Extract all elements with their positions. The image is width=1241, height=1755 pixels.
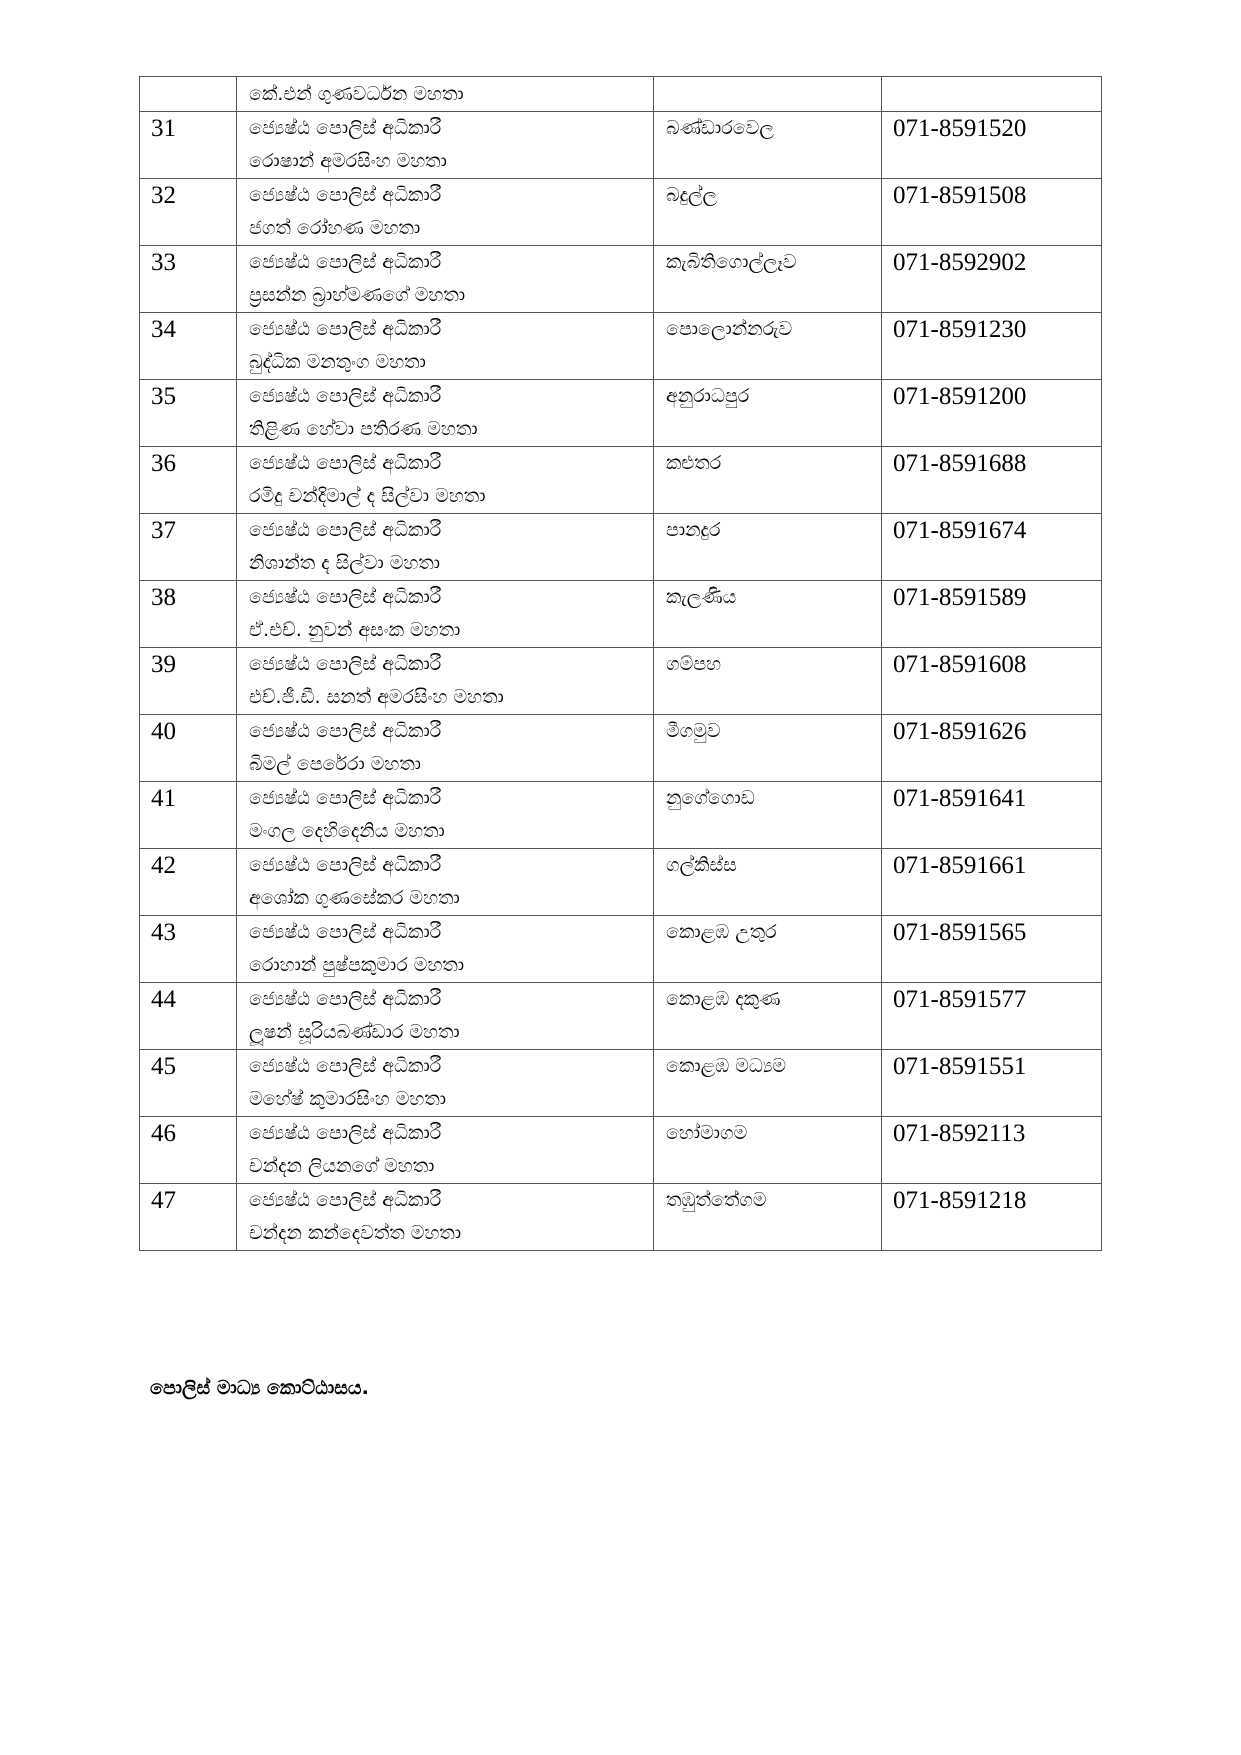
row-number-cell <box>140 581 237 648</box>
row-number: 43 <box>151 919 176 946</box>
row-number-cell <box>140 112 237 179</box>
phone-cell <box>882 380 1102 447</box>
phone-cell <box>882 1050 1102 1117</box>
officer-name: මහේෂ් කුමාරසිංහ මහතා <box>249 1088 447 1110</box>
table-row <box>140 849 1102 916</box>
officer-rank: ජ්‍යෙෂ්ඨ පොලිස් අධිකාරී <box>249 653 442 675</box>
phone-number: 071-8591218 <box>893 1187 1027 1214</box>
phone-number: 071-8591230 <box>893 316 1027 343</box>
station-cell <box>654 916 882 983</box>
officer-name-cell <box>237 849 654 916</box>
officer-rank: ජ්‍යෙෂ්ඨ පොලිස් අධිකාරී <box>249 586 442 608</box>
station-cell <box>654 112 882 179</box>
officer-name: ජගත් රෝහණ මහතා <box>249 217 421 239</box>
officer-rank: ජ්‍යෙෂ්ඨ පොලිස් අධිකාරී <box>249 921 442 943</box>
row-number: 47 <box>151 1187 176 1214</box>
station-name: තඹුත්තේගම <box>666 1189 767 1211</box>
phone-cell <box>882 246 1102 313</box>
row-number-cell <box>140 1184 237 1251</box>
station-name: කැලණිය <box>666 586 737 608</box>
officer-rank: ජ්‍යෙෂ්ඨ පොලිස් අධිකාරී <box>249 385 442 407</box>
phone-number: 071-8591589 <box>893 584 1027 611</box>
officer-name: රොහාන් පුෂ්පකුමාර මහතා <box>249 954 465 976</box>
row-number-cell <box>140 179 237 246</box>
row-number-cell <box>140 246 237 313</box>
station-name: මීගමුව <box>666 720 721 742</box>
row-number-cell <box>140 983 237 1050</box>
officer-name: මංගල දෙහිදෙනිය මහතා <box>249 820 445 842</box>
officer-name-cell <box>237 1050 654 1117</box>
station-name: කොළඹ උතුර <box>666 921 777 943</box>
phone-cell <box>882 1184 1102 1251</box>
table-row <box>140 1184 1102 1251</box>
officer-name-cell <box>237 112 654 179</box>
officer-rank: ජ්‍යෙෂ්ඨ පොලිස් අධිකාරී <box>249 988 442 1010</box>
station-name: කොළඹ දකුණ <box>666 988 781 1010</box>
station-name: ගම්පහ <box>666 653 722 675</box>
station-cell <box>654 313 882 380</box>
station-cell <box>654 1117 882 1184</box>
phone-cell <box>882 447 1102 514</box>
phone-cell <box>882 782 1102 849</box>
officer-name: කේ.එන් ගුණවර්ධන මහතා <box>249 83 464 105</box>
row-number-cell <box>140 648 237 715</box>
station-name: පානදුර <box>666 519 721 541</box>
station-cell <box>654 983 882 1050</box>
row-number: 39 <box>151 651 176 678</box>
station-name: පොලොන්නරුව <box>666 318 793 340</box>
station-cell <box>654 715 882 782</box>
phone-cell <box>882 916 1102 983</box>
officer-name-cell <box>237 380 654 447</box>
row-number-cell <box>140 1050 237 1117</box>
station-name: නුගේගොඩ <box>666 787 755 809</box>
station-cell <box>654 1050 882 1117</box>
officer-name-cell <box>237 77 654 112</box>
station-cell <box>654 782 882 849</box>
row-number: 46 <box>151 1120 176 1147</box>
table-row <box>140 380 1102 447</box>
officer-rank: ජ්‍යෙෂ්ඨ පොලිස් අධිකාරී <box>249 1122 442 1144</box>
row-number: 40 <box>151 718 176 745</box>
row-number: 45 <box>151 1053 176 1080</box>
phone-number: 071-8592113 <box>893 1120 1026 1147</box>
row-number: 32 <box>151 182 176 209</box>
station-cell <box>654 179 882 246</box>
row-number: 41 <box>151 785 176 812</box>
officer-name-cell <box>237 983 654 1050</box>
officer-name: රොෂාන් අමරසිංහ මහතා <box>249 150 447 172</box>
row-number-cell <box>140 1117 237 1184</box>
officer-rank: ජ්‍යෙෂ්ඨ පොලිස් අධිකාරී <box>249 117 442 139</box>
row-number-cell <box>140 447 237 514</box>
station-name: කළුතර <box>666 452 722 474</box>
table-row <box>140 1117 1102 1184</box>
phone-number: 071-8591688 <box>893 450 1027 477</box>
officer-rank: ජ්‍යෙෂ්ඨ පොලිස් අධිකාරී <box>249 184 442 206</box>
phone-number: 071-8591577 <box>893 986 1027 1013</box>
officer-name-cell <box>237 581 654 648</box>
footer-signature: පොලිස් මාධ්‍ය කොට්ඨාසය. <box>150 1377 369 1399</box>
officer-name-cell <box>237 1184 654 1251</box>
officer-name-cell <box>237 179 654 246</box>
station-name: බදුල්ල <box>666 184 718 206</box>
row-number: 37 <box>151 517 176 544</box>
row-number-cell <box>140 916 237 983</box>
phone-cell <box>882 77 1102 112</box>
officer-name: ප්‍රසන්න බ්‍රාහ්මණගේ මහතා <box>249 284 466 306</box>
phone-number: 071-8591508 <box>893 182 1027 209</box>
phone-number: 071-8591565 <box>893 919 1027 946</box>
row-number: 38 <box>151 584 176 611</box>
phone-cell <box>882 581 1102 648</box>
table-row <box>140 179 1102 246</box>
row-number-cell <box>140 77 237 112</box>
station-cell <box>654 380 882 447</box>
officer-rank: ජ්‍යෙෂ්ඨ පොලිස් අධිකාරී <box>249 854 442 876</box>
officer-rank: ජ්‍යෙෂ්ඨ පොලිස් අධිකාරී <box>249 1189 442 1211</box>
officer-name: චන්දන කන්දෙවත්ත මහතා <box>249 1222 462 1244</box>
table-row <box>140 112 1102 179</box>
row-number-cell <box>140 514 237 581</box>
officer-name-cell <box>237 447 654 514</box>
officer-name-cell <box>237 514 654 581</box>
table-row <box>140 246 1102 313</box>
officer-rank: ජ්‍යෙෂ්ඨ පොලිස් අධිකාරී <box>249 452 442 474</box>
station-name: අනුරාධපුර <box>666 385 750 407</box>
officer-name: බිමල් පෙරේරා මහතා <box>249 753 422 775</box>
phone-number: 071-8591641 <box>893 785 1027 812</box>
row-number-cell <box>140 380 237 447</box>
station-cell <box>654 447 882 514</box>
officer-name-cell <box>237 1117 654 1184</box>
officer-name: රමිදු චන්දිමාල් ද සිල්වා මහතා <box>249 485 486 507</box>
row-number: 34 <box>151 316 176 343</box>
phone-number: 071-8591608 <box>893 651 1027 678</box>
officer-rank: ජ්‍යෙෂ්ඨ පොලිස් අධිකාරී <box>249 251 442 273</box>
phone-cell <box>882 1117 1102 1184</box>
table-row <box>140 514 1102 581</box>
station-cell <box>654 1184 882 1251</box>
officer-rank: ජ්‍යෙෂ්ඨ පොලිස් අධිකාරී <box>249 787 442 809</box>
officer-name: නිශාන්ත ද සිල්වා මහතා <box>249 552 441 574</box>
table-row-continuation <box>140 77 1102 112</box>
phone-number: 071-8591626 <box>893 718 1027 745</box>
officer-rank: ජ්‍යෙෂ්ඨ පොලිස් අධිකාරී <box>249 519 442 541</box>
station-cell <box>654 514 882 581</box>
officer-name-cell <box>237 246 654 313</box>
phone-cell <box>882 983 1102 1050</box>
row-number: 42 <box>151 852 176 879</box>
station-name: ගල්කිස්ස <box>666 854 737 876</box>
officer-rank: ජ්‍යෙෂ්ඨ පොලිස් අධිකාරී <box>249 1055 442 1077</box>
officer-name: බුද්ධික මනතුංග මහතා <box>249 351 426 373</box>
row-number-cell <box>140 715 237 782</box>
station-name: බණ්ඩාරවෙල <box>666 117 774 139</box>
phone-number: 071-8591674 <box>893 517 1027 544</box>
phone-cell <box>882 849 1102 916</box>
phone-cell <box>882 648 1102 715</box>
station-name: හෝමාගම <box>666 1122 748 1144</box>
table-row <box>140 782 1102 849</box>
officer-name-cell <box>237 313 654 380</box>
phone-number: 071-8591661 <box>893 852 1027 879</box>
officer-name-cell <box>237 916 654 983</box>
phone-cell <box>882 715 1102 782</box>
officer-name: චන්දන ලියනගේ මහතා <box>249 1155 435 1177</box>
station-name: කැබිතිගොල්ලෑව <box>666 251 797 273</box>
table-row <box>140 447 1102 514</box>
officer-name: අශෝක ගුණසේකර මහතා <box>249 887 460 909</box>
officer-name: තිළිණ හේවා පතිරණ මහතා <box>249 418 478 440</box>
station-cell <box>654 246 882 313</box>
station-cell <box>654 849 882 916</box>
row-number-cell <box>140 849 237 916</box>
station-cell <box>654 77 882 112</box>
table-row <box>140 313 1102 380</box>
row-number: 35 <box>151 383 176 410</box>
officer-name-cell <box>237 648 654 715</box>
officer-name: එච්.ජී.ඩී. සනත් අමරසිංහ මහතා <box>249 686 504 708</box>
row-number: 31 <box>151 115 176 142</box>
officer-name: ලූෂන් සූරියබණ්ඩාර මහතා <box>249 1021 460 1043</box>
row-number: 44 <box>151 986 176 1013</box>
officer-rank: ජ්‍යෙෂ්ඨ පොලිස් අධිකාරී <box>249 318 442 340</box>
station-name: කොළඹ මධ්‍යම <box>666 1055 787 1077</box>
table-row <box>140 983 1102 1050</box>
table-row <box>140 648 1102 715</box>
station-cell <box>654 581 882 648</box>
phone-cell <box>882 514 1102 581</box>
table-row <box>140 715 1102 782</box>
phone-number: 071-8591520 <box>893 115 1027 142</box>
table-row <box>140 1050 1102 1117</box>
officer-rank: ජ්‍යෙෂ්ඨ පොලිස් අධිකාරී <box>249 720 442 742</box>
station-cell <box>654 648 882 715</box>
table-row <box>140 581 1102 648</box>
phone-number: 071-8591551 <box>893 1053 1027 1080</box>
row-number: 36 <box>151 450 176 477</box>
officer-name: ඒ.එච්. නුවන් අසංක මහතා <box>249 619 461 641</box>
phone-number: 071-8591200 <box>893 383 1027 410</box>
table-row <box>140 916 1102 983</box>
officer-name-cell <box>237 782 654 849</box>
officers-table <box>139 76 1102 1251</box>
phone-cell <box>882 313 1102 380</box>
row-number-cell <box>140 782 237 849</box>
row-number-cell <box>140 313 237 380</box>
phone-cell <box>882 112 1102 179</box>
phone-number: 071-8592902 <box>893 249 1027 276</box>
row-number: 33 <box>151 249 176 276</box>
officer-name-cell <box>237 715 654 782</box>
phone-cell <box>882 179 1102 246</box>
